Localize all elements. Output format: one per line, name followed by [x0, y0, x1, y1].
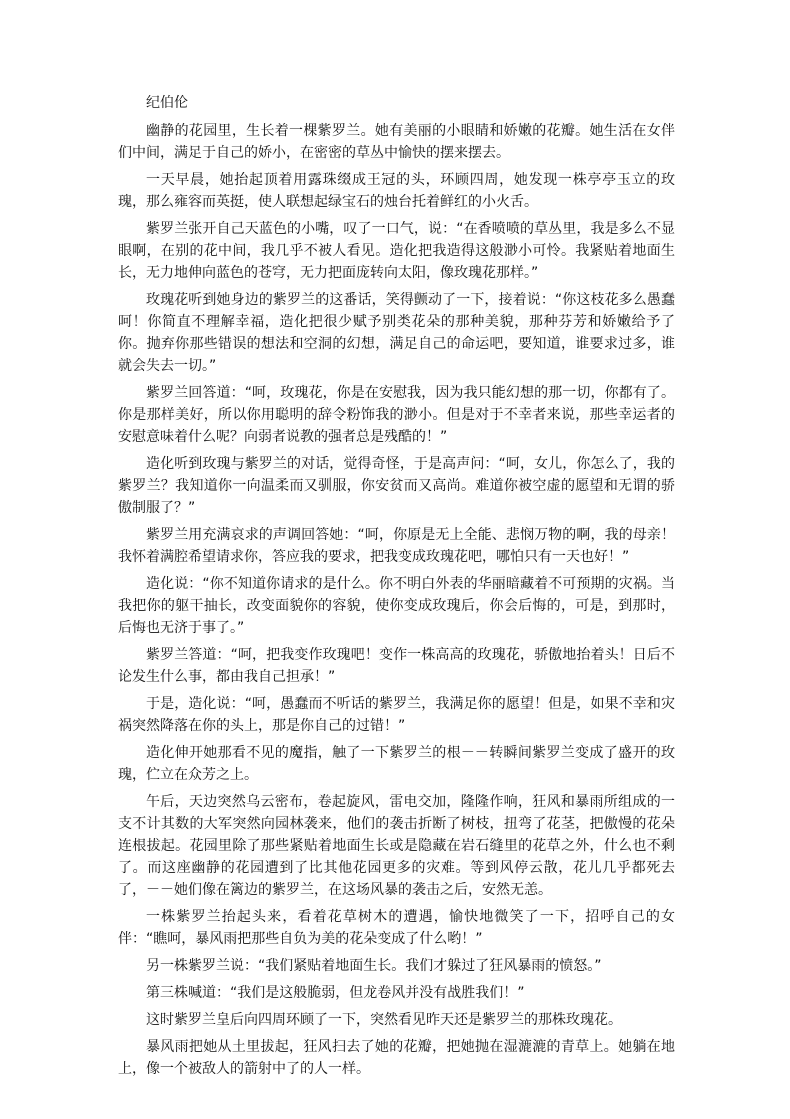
paragraph: 另一株紫罗兰说：“我们紧贴着地面生长。我们才躲过了狂风暴雨的愤怒。” — [146, 958, 602, 974]
paragraph: 幽静的花园里，生长着一棵紫罗兰。她有美丽的小眼睛和娇嫩的花瓣。她生活在女伴们中间，满足于自己的娇小，在密密的草丛中愉快的摆来摆去。 — [118, 123, 675, 161]
paragraph: 玫瑰花听到她身边的紫罗兰的这番话，笑得颤动了一下，接着说：“你这枝花多么愚蠢呵！你简直不理解幸福，造化把很少赋予别类花朵的那种美貌，那种芬芳和娇嫩给予了你。抛弃你那些错误的想法和空洞的幻想，满足自己的命运吧，要知道，谁要求过多，谁就会失去一切。” — [118, 292, 675, 374]
paragraph: 紫罗兰用充满哀求的声调回答她：“呵，你原是无上全能、悲悯万物的啊，我的母亲！我怀着满腔希望请求你，答应我的要求，把我变成玫瑰花吧，哪怕只有一天也好！” — [118, 527, 675, 565]
paragraph: 造化听到玫瑰与紫罗兰的对话，觉得奇怪，于是高声问：“呵，女儿，你怎么了，我的紫罗兰？我知道你一向温柔而又驯服，你安贫而又高尚。难道你被空虚的愿望和无谓的骄傲制服了？” — [118, 456, 675, 516]
paragraph-list — [118, 120, 675, 1080]
author-name: 纪伯伦 — [146, 95, 188, 111]
paragraph: 造化伸开她那看不见的魔指，触了一下紫罗兰的根－－转瞬间紫罗兰变成了盛开的玫瑰，伫立在众芳之上。 — [118, 745, 675, 783]
paragraph: 造化说：“你不知道你请求的是什么。你不明白外表的华丽暗藏着不可预期的灾祸。当我把你的躯干抽长，改变面貌你的容貌，使你变成玫瑰后，你会后悔的，可是，到那时，后悔也无济于事了。” — [118, 576, 675, 636]
paragraph: 暴风雨把她从土里拔起，狂风扫去了她的花瓣，把她抛在湿漉漉的青草上。她躺在地上，像一个被敌人的箭射中了的人一样。 — [118, 1039, 675, 1077]
paragraph: 一株紫罗兰抬起头来，看着花草树木的遭遇，愉快地微笑了一下，招呼自己的女伴：“瞧呵，暴风雨把那些自负为美的花朵变成了什么哟！” — [118, 909, 675, 947]
paragraph: 紫罗兰答道：“呵，把我变作玫瑰吧！变作一株高高的玫瑰花，骄傲地抬着头！日后不论发生什么事，都由我自己担承！” — [118, 647, 675, 685]
document-body — [118, 92, 675, 1085]
paragraph: 于是，造化说：“呵，愚蠢而不听话的紫罗兰，我满足你的愿望！但是，如果不幸和灾祸突然降落在你的头上，那是你自己的过错！” — [118, 696, 675, 734]
paragraph: 紫罗兰张开自己天蓝色的小嘴，叹了一口气，说：“在香喷喷的草丛里，我是多么不显眼啊，在别的花中间，我几乎不被人看见。造化把我造得这般渺小可怜。我紧贴着地面生长，无力地伸向蓝色的苍穹，无力把面庞转向太阳，像玫瑰花那样。” — [118, 221, 675, 281]
paragraph: 紫罗兰回答道：“呵，玫瑰花，你是在安慰我，因为我只能幻想的那一切，你都有了。你是那样美好，所以你用聪明的辞令粉饰我的渺小。但是对于不幸者来说，那些幸运者的安慰意味着什么呢？向弱者说教的强者总是残酷的！” — [118, 385, 675, 445]
paragraph: 一天早晨，她抬起顶着用露珠缀成王冠的头，环顾四周，她发现一株亭亭玉立的玫瑰，那么雍容而英挺，使人联想起绿宝石的烛台托着鲜红的小火舌。 — [118, 172, 675, 210]
paragraph: 午后，天边突然乌云密布，卷起旋风，雷电交加，隆隆作响，狂风和暴雨所组成的一支不计其数的大军突然向园林袭来，他们的袭击折断了树枝，扭弯了花茎，把傲慢的花朵连根拔起。花园里除了那些紧贴着地面生长或是隐藏在岩石缝里的花草之外，什么也不剩了。而这座幽静的花园遭到了比其他花园更多的灾难。等到风停云散，花儿几乎都死去了，－－她们像在篱边的紫罗兰，在这场风暴的袭击之后，安然无恙。 — [118, 794, 675, 898]
paragraph: 第三株喊道：“我们是这般脆弱，但龙卷风并没有战胜我们！” — [146, 985, 525, 1001]
paragraph: 这时紫罗兰皇后向四周环顾了一下，突然看见昨天还是紫罗兰的那株玫瑰花。 — [146, 1012, 622, 1028]
